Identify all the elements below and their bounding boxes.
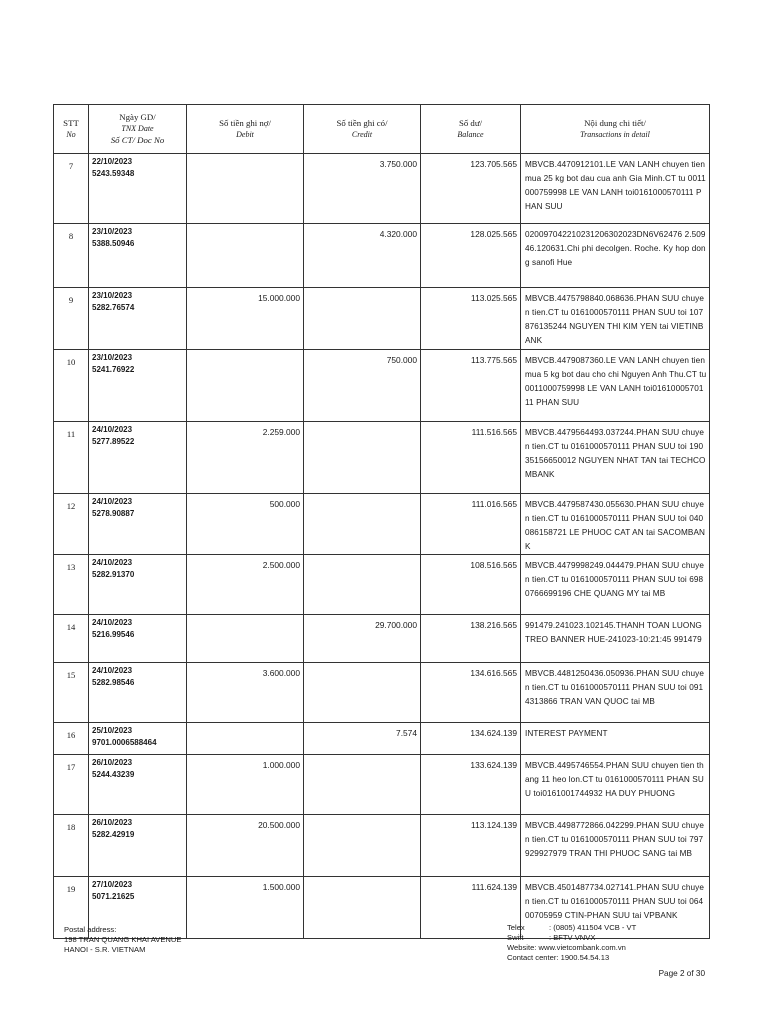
- table-row: [54, 154, 710, 224]
- row-balance: 111.624.139: [421, 877, 521, 939]
- row-description: MBVCB.4479087360.LE VAN LANH chuyen tien mua 5 kg bot dau cho chi Nguyen Anh Thu.CT tu 0011000759998 LE VAN LANH toi0161000570111 PHAN SUU: [521, 350, 710, 422]
- table-row: [54, 723, 710, 755]
- row-description: MBVCB.4479587430.055630.PHAN SUU chuyen tien.CT tu 0161000570111 PHAN SUU toi 040086158721 LE PHUOC CAT AN tai SACOMBANK: [521, 494, 710, 555]
- telex-label: Telex: [507, 923, 525, 932]
- telex-value: : (0805) 411504 VCB - VT: [549, 923, 637, 932]
- doc-no: 5243.59348: [92, 169, 135, 178]
- row-balance: 113.025.565: [421, 288, 521, 350]
- row-number: 8: [54, 224, 89, 288]
- row-balance: 123.705.565: [421, 154, 521, 224]
- table-row: [54, 224, 710, 288]
- doc-no: 5388.50946: [92, 239, 135, 248]
- header-credit: Số tiền ghi có/ Credit: [304, 105, 421, 154]
- row-number: 7: [54, 154, 89, 224]
- row-date: [89, 154, 187, 224]
- row-date: [89, 494, 187, 555]
- row-credit: [304, 494, 421, 555]
- row-description: 020097042210231206302023DN6V62476 2.50946.120631.Chi phi decolgen. Roche. Ky hop dong sanofi Hue: [521, 224, 710, 288]
- row-date: [89, 224, 187, 288]
- postal-address: [64, 925, 181, 955]
- txn-date: 24/10/2023: [92, 666, 133, 675]
- row-date: [89, 815, 187, 877]
- row-balance: 138.216.565: [421, 615, 521, 663]
- website: Website: www.vietcombank.com.vn: [507, 943, 626, 952]
- address-line-1: 198 TRAN QUANG KHAI AVENUE: [64, 935, 182, 944]
- table-row: [54, 815, 710, 877]
- telex-row: [507, 923, 636, 933]
- row-debit: 20.500.000: [187, 815, 304, 877]
- row-debit: [187, 224, 304, 288]
- swift-label: Swift: [507, 933, 524, 942]
- row-balance: 133.624.139: [421, 755, 521, 815]
- row-credit: [304, 422, 421, 494]
- doc-no: 5282.91370: [92, 570, 135, 579]
- table-row: [54, 615, 710, 663]
- table-row: [54, 663, 710, 723]
- row-debit: 2.259.000: [187, 422, 304, 494]
- row-description: MBVCB.4475798840.068636.PHAN SUU chuyen tien.CT tu 0161000570111 PHAN SUU toi 107876135244 NGUYEN THI KIM YEN tai VIETINBANK: [521, 288, 710, 350]
- doc-no: 5282.76574: [92, 303, 135, 312]
- doc-no: 5278.90887: [92, 509, 135, 518]
- doc-no: 5071.21625: [92, 892, 135, 901]
- row-credit: [304, 755, 421, 815]
- doc-no: 5277.89522: [92, 437, 135, 446]
- row-date: [89, 723, 187, 755]
- row-debit: 2.500.000: [187, 555, 304, 615]
- header-stt: STT No: [54, 105, 89, 154]
- doc-no: 9701.0006588464: [92, 738, 157, 747]
- txn-date: 26/10/2023: [92, 818, 133, 827]
- row-credit: 3.750.000: [304, 154, 421, 224]
- address-line-2: HANOI - S.R. VIETNAM: [64, 945, 146, 954]
- row-credit: [304, 555, 421, 615]
- row-date: [89, 615, 187, 663]
- txn-date: 24/10/2023: [92, 618, 133, 627]
- row-debit: [187, 350, 304, 422]
- txn-date: 23/10/2023: [92, 353, 133, 362]
- row-credit: 7.574: [304, 723, 421, 755]
- row-debit: [187, 154, 304, 224]
- row-balance: 111.016.565: [421, 494, 521, 555]
- row-credit: [304, 877, 421, 939]
- row-number: 13: [54, 555, 89, 615]
- header-description: Nội dung chi tiết/ Transactions in detail: [521, 105, 710, 154]
- txn-date: 23/10/2023: [92, 227, 133, 236]
- postal-label: Postal address:: [64, 925, 117, 934]
- row-description: INTEREST PAYMENT: [521, 723, 710, 755]
- row-balance: 134.624.139: [421, 723, 521, 755]
- doc-no: 5216.99546: [92, 630, 135, 639]
- row-number: 11: [54, 422, 89, 494]
- txn-date: 25/10/2023: [92, 726, 133, 735]
- table-row: [54, 555, 710, 615]
- row-debit: [187, 615, 304, 663]
- table-row: [54, 288, 710, 350]
- row-credit: [304, 815, 421, 877]
- txn-date: 26/10/2023: [92, 758, 133, 767]
- doc-no: 5282.98546: [92, 678, 135, 687]
- row-number: 14: [54, 615, 89, 663]
- txn-date: 23/10/2023: [92, 291, 133, 300]
- row-credit: 29.700.000: [304, 615, 421, 663]
- row-description: MBVCB.4479998249.044479.PHAN SUU chuyen tien.CT tu 0161000570111 PHAN SUU toi 6980766699196 CHE QUANG MY tai MB: [521, 555, 710, 615]
- txn-date: 22/10/2023: [92, 157, 133, 166]
- doc-no: 5282.42919: [92, 830, 135, 839]
- row-date: [89, 755, 187, 815]
- row-balance: 128.025.565: [421, 224, 521, 288]
- header-date: Ngày GD/ TNX Date Số CT/ Doc No: [89, 105, 187, 154]
- row-debit: 3.600.000: [187, 663, 304, 723]
- row-description: MBVCB.4479564493.037244.PHAN SUU chuyen tien.CT tu 0161000570111 PHAN SUU toi 19035156650012 NGUYEN NHAT TAN tai TECHCOMBANK: [521, 422, 710, 494]
- row-debit: 1.000.000: [187, 755, 304, 815]
- swift-row: [507, 933, 636, 943]
- row-description: MBVCB.4501487734.027141.PHAN SUU chuyen tien.CT tu 0161000570111 PHAN SUU toi 06400705959 CTIN-PHAN SUU tai VPBANK: [521, 877, 710, 939]
- row-balance: 134.616.565: [421, 663, 521, 723]
- row-credit: [304, 288, 421, 350]
- doc-no: 5241.76922: [92, 365, 135, 374]
- row-debit: 15.000.000: [187, 288, 304, 350]
- row-number: 19: [54, 877, 89, 939]
- row-date: [89, 663, 187, 723]
- row-number: 18: [54, 815, 89, 877]
- row-number: 15: [54, 663, 89, 723]
- row-description: 991479.241023.102145.THANH TOAN LUONG TREO BANNER HUE-241023-10:21:45 991479: [521, 615, 710, 663]
- row-number: 17: [54, 755, 89, 815]
- row-number: 12: [54, 494, 89, 555]
- txn-date: 24/10/2023: [92, 425, 133, 434]
- row-credit: 4.320.000: [304, 224, 421, 288]
- header-debit: Số tiền ghi nợ/ Debit: [187, 105, 304, 154]
- contact-block: [507, 923, 636, 963]
- row-description: MBVCB.4495746554.PHAN SUU chuyen tien thang 11 heo lon.CT tu 0161000570111 PHAN SUU toi0161001744932 HA DUY PHUONG: [521, 755, 710, 815]
- table-row: [54, 422, 710, 494]
- row-description: MBVCB.4470912101.LE VAN LANH chuyen tien mua 25 kg bot dau cua anh Gia Minh.CT tu 0011000759998 LE VAN LANH toi0161000570111 PHAN SUU: [521, 154, 710, 224]
- row-date: [89, 288, 187, 350]
- row-balance: 111.516.565: [421, 422, 521, 494]
- row-balance: 113.775.565: [421, 350, 521, 422]
- table-row: [54, 350, 710, 422]
- table-header-row: [54, 105, 710, 154]
- row-credit: [304, 663, 421, 723]
- txn-date: 27/10/2023: [92, 880, 133, 889]
- page-number: Page 2 of 30: [658, 969, 705, 978]
- txn-date: 24/10/2023: [92, 497, 133, 506]
- row-date: [89, 555, 187, 615]
- swift-value: : BFTV VNVX: [549, 933, 596, 942]
- row-debit: 1.500.000: [187, 877, 304, 939]
- row-description: MBVCB.4481250436.050936.PHAN SUU chuyen tien.CT tu 0161000570111 PHAN SUU toi 0914313866 TRAN VAN QUOC tai MB: [521, 663, 710, 723]
- table-row: [54, 755, 710, 815]
- row-number: 9: [54, 288, 89, 350]
- contact-center: Contact center: 1900.54.54.13: [507, 953, 610, 962]
- row-date: [89, 350, 187, 422]
- row-credit: 750.000: [304, 350, 421, 422]
- row-number: 16: [54, 723, 89, 755]
- row-debit: 500.000: [187, 494, 304, 555]
- transactions-table: [53, 104, 710, 939]
- table-row: [54, 494, 710, 555]
- doc-no: 5244.43239: [92, 770, 135, 779]
- header-balance: Số dư/ Balance: [421, 105, 521, 154]
- row-balance: 113.124.139: [421, 815, 521, 877]
- row-number: 10: [54, 350, 89, 422]
- row-description: MBVCB.4498772866.042299.PHAN SUU chuyen tien.CT tu 0161000570111 PHAN SUU toi 797929927979 TRAN THI PHUOC SANG tai MB: [521, 815, 710, 877]
- row-balance: 108.516.565: [421, 555, 521, 615]
- row-date: [89, 422, 187, 494]
- txn-date: 24/10/2023: [92, 558, 133, 567]
- row-debit: [187, 723, 304, 755]
